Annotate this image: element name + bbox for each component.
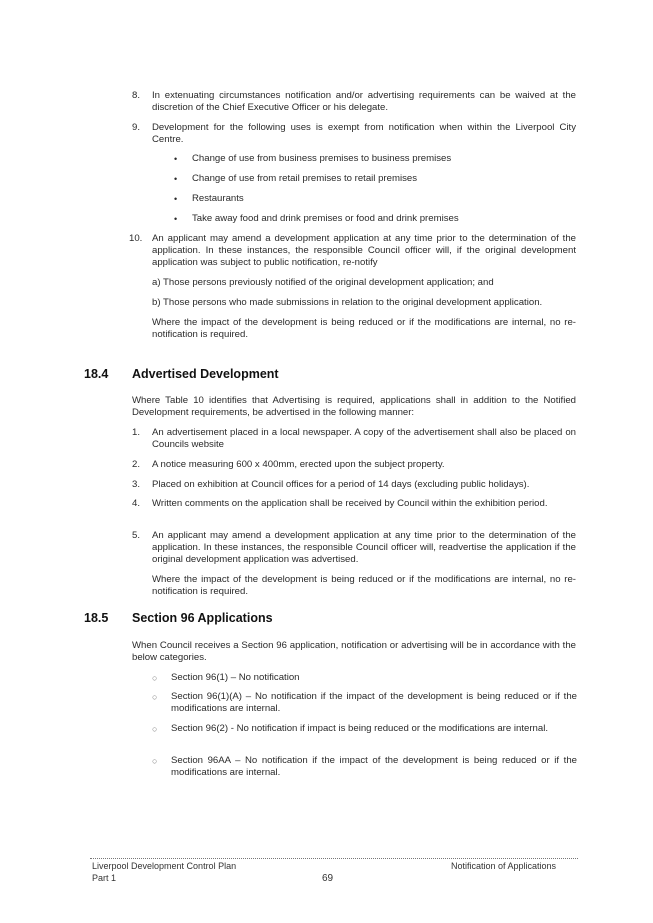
section-number: 18.5 <box>84 611 109 625</box>
list-item-text: Placed on exhibition at Council offices for a period of 14 days (excluding public holidays). <box>152 479 530 490</box>
bullet-icon: • <box>174 194 178 204</box>
bullet-icon: • <box>174 154 178 164</box>
list-number: 2. <box>132 459 141 470</box>
list-item-text: Section 96(2) - No notification if impact is being reduced or the modifications are internal. <box>171 723 549 734</box>
section-title: Advertised Development <box>132 367 279 381</box>
list-item-text: Development for the following uses is exempt from notification when within the Liverpool City Centre. <box>152 122 576 145</box>
list-number: 10. <box>129 233 143 244</box>
list-item-text: In extenuating circumstances notification and/or advertising requirements can be waived at the discretion of the Chief Executive Officer or his delegate. <box>152 90 576 113</box>
bullet-icon: ○ <box>152 724 158 734</box>
list-item-text: Section 96(1)(A) – No notification if the impact of the development is being reduced or if the modifications are internal. <box>171 691 577 714</box>
exempt-use-item: Restaurants <box>192 193 244 204</box>
bullet-icon: ○ <box>152 756 158 766</box>
list-item <box>152 233 576 341</box>
footer-section-title: Notification of Applications <box>451 861 557 871</box>
list-item <box>171 672 577 684</box>
list-item-text: An advertisement placed in a local newspaper. A copy of the advertisement shall also be placed on Councils website <box>152 427 576 450</box>
bullet-icon: ○ <box>152 673 158 683</box>
list-number: 8. <box>132 90 141 101</box>
list-item <box>171 691 577 715</box>
list-item-text: An applicant may amend a development application at any time prior to the determination of the application. In these instances, the responsible Council officer will, readvertise the application if the original development application was advertised. <box>152 530 576 565</box>
list-item <box>152 479 576 491</box>
section-heading <box>84 367 279 382</box>
list-number: 4. <box>132 498 141 509</box>
list-item-text: Written comments on the application shall be received by Council within the exhibition period. <box>152 498 548 509</box>
readvertise-note: Where the impact of the development is being reduced or if the modifications are internal, no re-notification is required. <box>152 574 576 597</box>
list-item <box>152 427 576 451</box>
list-item <box>152 122 576 146</box>
footer-part: Part 1 <box>92 873 117 883</box>
list-item-text: A notice measuring 600 x 400mm, erected upon the subject property. <box>152 459 445 470</box>
section-intro <box>132 640 576 664</box>
footer-divider <box>90 858 578 859</box>
list-number: 1. <box>132 427 141 438</box>
list-item <box>152 459 576 471</box>
list-number: 5. <box>132 530 141 541</box>
list-item <box>171 755 577 779</box>
page-number: 69 <box>322 873 334 884</box>
section-intro <box>132 395 576 419</box>
bullet-icon: • <box>174 174 178 184</box>
intro-text: Where Table 10 identifies that Advertising is required, applications shall in addition to the Notified Development requirements, be advertised in the following manner: <box>132 395 576 418</box>
footer-plan-title: Liverpool Development Control Plan <box>92 861 237 871</box>
intro-text: When Council receives a Section 96 application, notification or advertising will be in accordance with the below categories. <box>132 640 576 663</box>
list-number: 3. <box>132 479 141 490</box>
section-title: Section 96 Applications <box>132 611 273 625</box>
list-item-text: Section 96AA – No notification if the impact of the development is being reduced or if the modifications are internal. <box>171 755 577 778</box>
exempt-use-item: Take away food and drink premises or food and drink premises <box>192 213 459 224</box>
bullet-icon: • <box>174 214 178 224</box>
section-heading <box>84 611 273 626</box>
list-item <box>152 90 576 114</box>
list-item-text: Section 96(1) – No notification <box>171 672 300 683</box>
exempt-use-item: Change of use from business premises to business premises <box>192 153 452 164</box>
bullet-icon: ○ <box>152 692 158 702</box>
subitem-b: b) Those persons who made submissions in relation to the original development application. <box>152 297 543 308</box>
subitem-a: a) Those persons previously notified of the original development application; and <box>152 277 494 288</box>
list-number: 9. <box>132 122 141 133</box>
renotification-note: Where the impact of the development is being reduced or if the modifications are internal, no re-notification is required. <box>152 317 576 340</box>
section-number: 18.4 <box>84 367 109 381</box>
list-item-text: An applicant may amend a development application at any time prior to the determination of the application. In these instances, the responsible Council officer will, if the original development application was subject to public notification, re-notify <box>152 233 576 268</box>
list-item <box>171 723 577 735</box>
exempt-use-item: Change of use from retail premises to retail premises <box>192 173 418 184</box>
list-item <box>152 530 576 598</box>
list-item <box>152 498 576 510</box>
